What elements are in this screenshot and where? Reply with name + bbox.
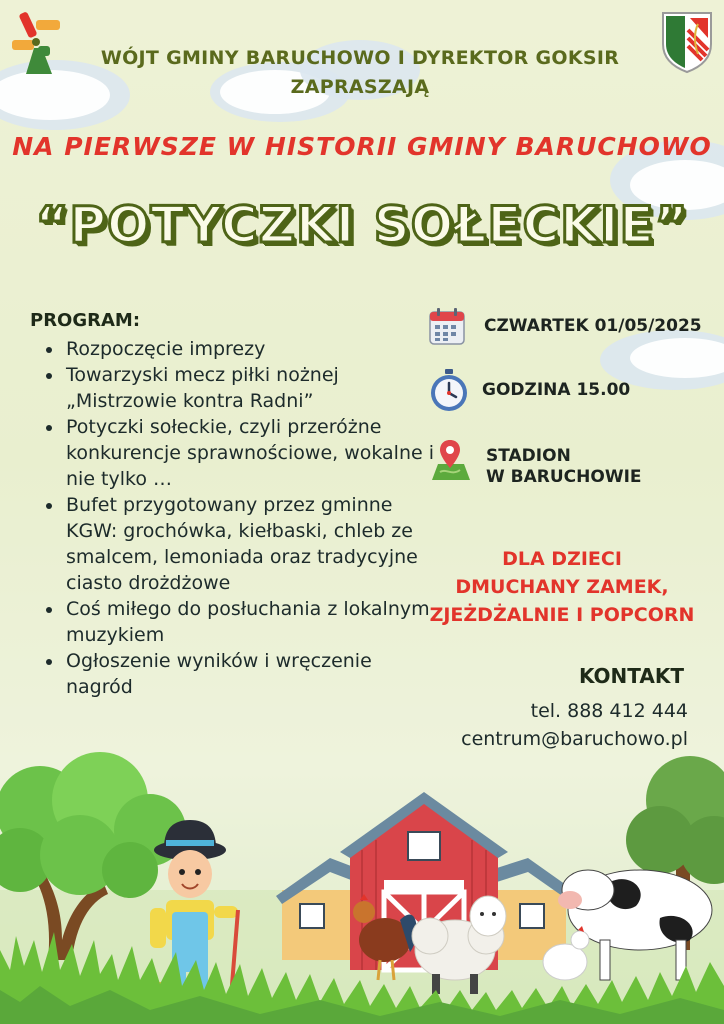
program-item: • Towarzyski mecz piłki nożnej „Mistrzowie kontra Radni” — [64, 362, 434, 414]
program-item: • Potyczki sołeckie, czyli przeróżne konkurencje sprawnościowe, wokalne i nie tylko … — [64, 414, 434, 492]
map-pin-icon — [428, 438, 472, 482]
headline: NA PIERWSZE W HISTORII GMINY BARUCHOWO — [12, 132, 712, 161]
program-heading: PROGRAM: — [30, 310, 141, 331]
windmill-logo-icon — [8, 8, 66, 78]
kids-line-2: DMUCHANY ZAMEK, — [455, 576, 669, 598]
program-item: • Coś miłego do posłuchania z lokalnym muzykiem — [64, 596, 434, 648]
program-item: • Ogłoszenie wyników i wręczenie nagród — [64, 648, 434, 700]
contact-heading: KONTAKT — [578, 664, 684, 688]
info-time — [428, 368, 630, 412]
info-place — [428, 432, 642, 488]
organizer-heading — [80, 44, 640, 102]
event-place — [486, 446, 642, 488]
program-list — [40, 336, 434, 700]
info-date — [428, 306, 702, 346]
kids-attractions — [400, 545, 724, 629]
coat-of-arms-icon — [660, 10, 714, 74]
contact-phone: tel. 888 412 444 — [530, 700, 688, 722]
organizer-line-2: ZAPRASZAJĄ — [290, 76, 430, 98]
contact-email: centrum@baruchowo.pl — [461, 728, 688, 750]
place-line-2: W BARUCHOWIE — [486, 467, 642, 487]
organizer-line-1: WÓJT GMINY BARUCHOWO I DYREKTOR GOKSIR — [100, 47, 620, 69]
event-date: CZWARTEK 01/05/2025 — [484, 315, 702, 336]
place-line-1: STADION — [486, 446, 571, 466]
clock-icon — [428, 368, 470, 412]
farm-illustration — [0, 740, 724, 1024]
event-title: “POTYCZKI SOŁECKIE” — [35, 196, 689, 254]
kids-line-3: ZJEŻDŻALNIE I POPCORN — [429, 604, 695, 626]
kids-line-1: DLA DZIECI — [502, 548, 622, 570]
program-item: • Bufet przygotowany przez gminne KGW: grochówka, kiełbaski, chleb ze smalcem, lemoniada oraz tradycyjne ciasto drożdżowe — [64, 492, 434, 596]
event-time: GODZINA 15.00 — [482, 379, 631, 400]
calendar-icon — [428, 306, 466, 346]
program-item: • Rozpoczęcie imprezy — [64, 336, 434, 362]
